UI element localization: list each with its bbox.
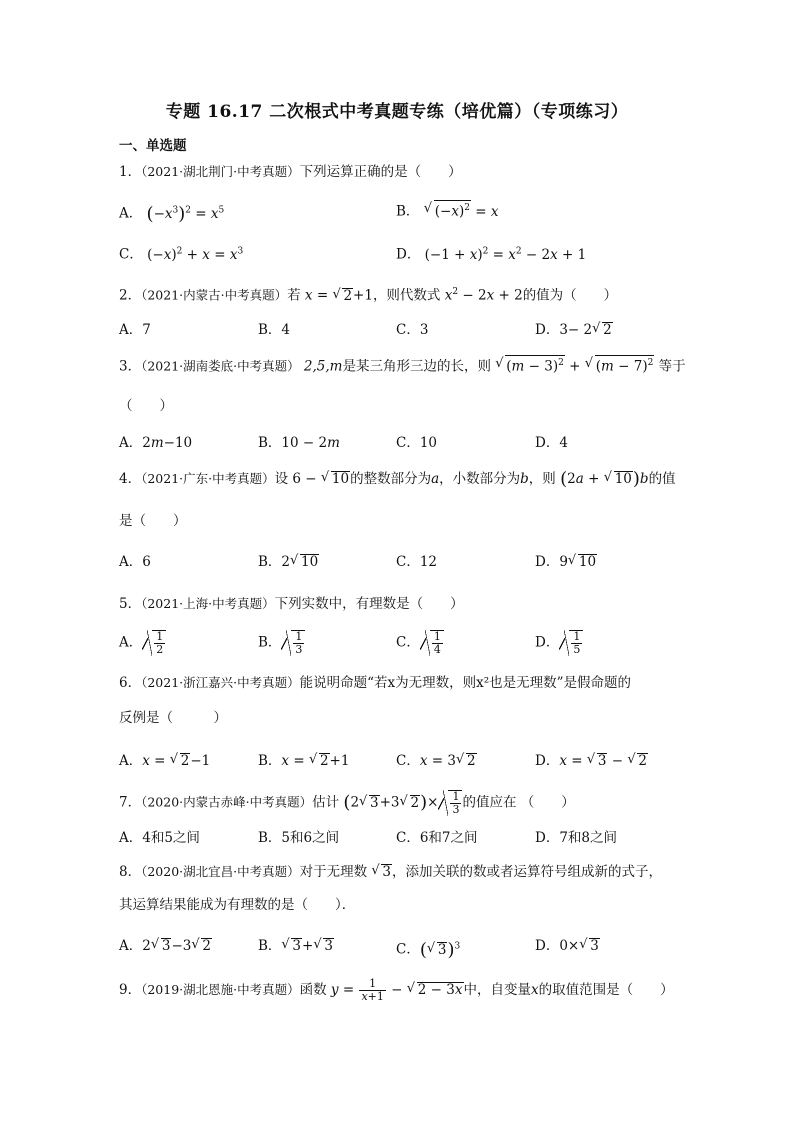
question-6-option-a: A．x = √ 2−1 [119,751,210,771]
question-2-option-a: A．7 [119,322,151,338]
question-5-option-c: C． $\frac{1}{4}$ [396,630,444,656]
math-expression: $\frac{1}{2}$ [142,630,166,656]
question-7-option-b: B．5和6之间 [258,830,340,846]
question-1-option-c: C． $(-x)^2 + x = x^3$ [119,246,244,263]
math-expression: 2√ 10 [281,554,319,570]
question-3-option-d: D．4 [535,435,568,451]
question-4-continuation: 是（ ） [119,513,187,529]
question-6-option-d: D．x = √ 3 − √ 2 [535,751,648,771]
question-6-option-c: C．x = 3√ 2 [396,751,477,771]
math-expression: 3− 2√ 2 [559,322,612,338]
question-7-option-a: A．4和5之间 [119,830,200,846]
question-7: 7．（2020·内蒙古赤峰·中考真题）估计 (2√ 3+3√ 2)× $\frac{1}{3}$ 的值应在 （ ） [119,790,575,816]
math-expression: $\frac{1}{4}$ [420,630,444,656]
question-3-option-a: A．2m−10 [119,435,193,451]
question-4-option-b: B．2√ 10 [258,552,319,572]
question-7-option-d: D．7和8之间 [535,830,618,846]
question-8-continuation: 其运算结果能成为有理数的是（ ）． [119,897,356,913]
math-expression: $\frac{1}{3}$ [281,630,305,656]
math-expression: 2m−10 [142,435,193,451]
question-1-option-a: A． $(-x^3)^2 = x^5$ [119,203,225,224]
question-9: 9．（2019·湖北恩施·中考真题）函数 y = $\frac{1}{x+1}$ − √ 2 − 3x中，自变量x的取值范围是（ ） [119,978,674,1003]
question-2-option-c: C．3 [396,322,429,338]
question-2-option-b: B．4 [258,322,291,338]
question-4-option-c: C．12 [396,554,438,570]
question-8-option-d: D．0×√ 3 [535,936,600,956]
math-expression: x = √ 3 − √ 2 [559,753,648,769]
math-expression: $(-1 + x)^2 = x^2 - 2x + 1$ [424,246,587,263]
question-2: 2．（2021·内蒙古·中考真题）若 x = √ 2+1，则代数式 $x^2 - 2x + 2$的值为（ ） [119,282,617,306]
question-5-option-a: A． $\frac{1}{2}$ [119,630,166,656]
question-7-option-c: C．6和7之间 [396,830,478,846]
math-expression: $(-x^3)^2 = x^5$ [146,203,225,224]
math-expression: (√ 3)$^3$ [420,942,460,958]
question-8-option-b: B．√ 3+√ 3 [258,936,334,956]
question-5: 5．（2021·上海·中考真题）下列实数中，有理数是（ ） [119,596,464,612]
math-expression: $\frac{1}{5}$ [559,630,583,656]
math-expression: 10 − 2m [281,435,340,451]
question-2-option-d: D．3− 2√ 2 [535,320,613,340]
question-3-continuation: （ ） [119,398,173,414]
question-3-option-b: B．10 − 2m [258,435,340,451]
question-1-option-b: B． √ $(-x)^2 = x$ [396,200,498,222]
math-expression: 2√ 3−3√ 2 [142,938,212,954]
math-expression: x = 3√ 2 [420,753,477,769]
question-5-option-d: D． $\frac{1}{5}$ [535,630,583,656]
math-expression: √ $(-x)^2 = x$ [424,204,499,220]
question-3-option-c: C．10 [396,435,438,451]
question-1: 1．（2021·湖北荆门·中考真题）下列运算正确的是（ ） [119,164,462,180]
question-6: 6．（2021·浙江嘉兴·中考真题）能说明命题“若x为无理数，则x²也是无理数”是假命题的 [119,675,632,691]
question-1-option-d: D． $(-1 + x)^2 = x^2 - 2x + 1$ [396,246,587,263]
question-3: 3．（2021·湖南娄底·中考真题） 2,5,m是某三角形三边的长，则 √ $(m - 3)^2$ + √ $(m - 7)^2$ 等于 [119,355,686,377]
math-expression: x = √ 2−1 [142,753,210,769]
math-expression: x = √ 2+1 [281,753,349,769]
question-8-option-c: C．(√ 3)$^3$ [396,936,460,960]
math-expression: 9√ 10 [559,554,597,570]
question-5-option-b: B． $\frac{1}{3}$ [258,630,305,656]
question-4: 4．（2021·广东·中考真题）设 6 − √ 10的整数部分为a，小数部分为b，则 (2a + √ 10)b的值 [119,469,676,490]
math-expression: 0×√ 3 [559,938,600,954]
page-title: 专题 16.17 二次根式中考真题专练（培优篇）（专项练习） [165,102,629,122]
question-6-option-b: B．x = √ 2+1 [258,751,349,771]
section-heading: 一、单选题 [119,138,187,154]
math-expression: √ 3+√ 3 [281,938,334,954]
question-4-option-d: D．9√ 10 [535,552,597,572]
question-4-option-a: A．6 [119,554,151,570]
question-8-option-a: A．2√ 3−3√ 2 [119,936,212,956]
math-expression: $(-x)^2 + x = x^3$ [147,246,244,263]
question-6-continuation: 反例是（ ） [119,710,227,726]
question-8: 8．（2020·湖北宜昌·中考真题）对于无理数 √ 3，添加关联的数或者运算符号组成新的式子， [119,862,662,882]
